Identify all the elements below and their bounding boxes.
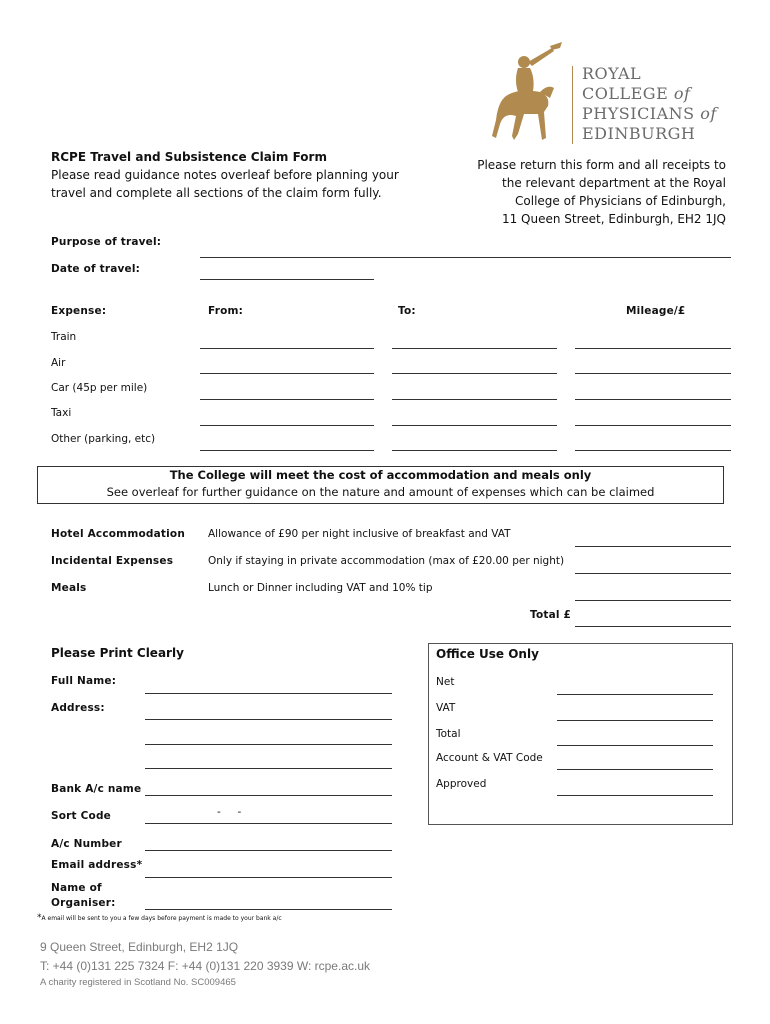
- footer-contact: T: +44 (0)131 225 7324 F: +44 (0)131 220 3939 W: rcpe.ac.uk: [40, 959, 370, 973]
- incidental-amount-field[interactable]: [575, 573, 731, 574]
- organiser-field[interactable]: [145, 909, 392, 910]
- office-total-field[interactable]: [557, 745, 713, 746]
- address-label: Address:: [51, 702, 105, 714]
- taxi-from-field[interactable]: [200, 425, 374, 426]
- hotel-description: Allowance of £90 per night inclusive of breakfast and VAT: [208, 528, 511, 540]
- expense-row-car: Car (45p per mile): [51, 382, 148, 394]
- sort-code-label: Sort Code: [51, 810, 111, 822]
- office-account-field[interactable]: [557, 769, 713, 770]
- meals-label: Meals: [51, 582, 87, 594]
- date-label: Date of travel:: [51, 263, 141, 275]
- hotel-label: Hotel Accommodation: [51, 528, 185, 540]
- expense-col-header: Expense:: [51, 305, 107, 317]
- office-vat-label: VAT: [436, 702, 456, 714]
- purpose-label: Purpose of travel:: [51, 236, 162, 248]
- hotel-amount-field[interactable]: [575, 546, 731, 547]
- email-footnote: *A email will be sent to you a few days before payment is made to your bank a/c: [37, 913, 282, 923]
- logo-line-3: PHYSICIANS of: [582, 104, 717, 123]
- account-number-label: A/c Number: [51, 838, 122, 850]
- expense-row-air: Air: [51, 357, 66, 369]
- logo-line-2: COLLEGE of: [582, 84, 691, 103]
- incidental-description: Only if staying in private accommodation (max of £20.00 per night): [208, 555, 565, 567]
- intro-text: Please read guidance notes overleaf before planning your travel and complete all sections of the claim form fully.: [51, 168, 399, 200]
- office-use-box: [428, 643, 733, 825]
- notice-line-2: See overleaf for further guidance on the nature and amount of expenses which can be claimed: [106, 485, 655, 499]
- return-instructions: Please return this form and all receipts to the relevant department at the Royal College of Physicians of Edinburgh, 11 Queen Street, Edinburgh, EH2 1JQ: [477, 158, 726, 226]
- full-name-field[interactable]: [145, 693, 392, 694]
- sort-code-field[interactable]: [145, 823, 392, 824]
- expense-row-train: Train: [51, 331, 77, 343]
- organiser-label: Name of Organiser:: [51, 882, 116, 909]
- office-vat-field[interactable]: [557, 720, 713, 721]
- address-field-1[interactable]: [145, 719, 392, 720]
- form-title: RCPE Travel and Subsistence Claim Form: [51, 150, 327, 164]
- meals-amount-field[interactable]: [575, 600, 731, 601]
- other-to-field[interactable]: [392, 450, 557, 451]
- taxi-mileage-field[interactable]: [575, 425, 731, 426]
- office-net-field[interactable]: [557, 694, 713, 695]
- logo-line-1: ROYAL: [582, 64, 642, 83]
- train-to-field[interactable]: [392, 348, 557, 349]
- from-col-header: From:: [208, 305, 244, 317]
- purpose-field[interactable]: [200, 257, 731, 258]
- logo-wordmark: [582, 64, 732, 144]
- office-total-label: Total: [436, 728, 461, 740]
- bank-name-label: Bank A/c name: [51, 783, 142, 795]
- car-to-field[interactable]: [392, 399, 557, 400]
- other-mileage-field[interactable]: [575, 450, 731, 451]
- account-number-field[interactable]: [145, 850, 392, 851]
- office-approved-label: Approved: [436, 778, 487, 790]
- other-from-field[interactable]: [200, 450, 374, 451]
- to-col-header: To:: [398, 305, 416, 317]
- incidental-label: Incidental Expenses: [51, 555, 174, 567]
- footer-address: 9 Queen Street, Edinburgh, EH2 1JQ: [40, 940, 239, 954]
- train-from-field[interactable]: [200, 348, 374, 349]
- train-mileage-field[interactable]: [575, 348, 731, 349]
- footer-charity: A charity registered in Scotland No. SC009465: [40, 977, 236, 988]
- sort-code-dashes: - -: [217, 806, 242, 818]
- office-approved-field[interactable]: [557, 795, 713, 796]
- date-field[interactable]: [200, 279, 374, 280]
- expense-row-taxi: Taxi: [51, 407, 72, 419]
- bank-name-field[interactable]: [145, 795, 392, 796]
- air-from-field[interactable]: [200, 373, 374, 374]
- taxi-to-field[interactable]: [392, 425, 557, 426]
- car-from-field[interactable]: [200, 399, 374, 400]
- car-mileage-field[interactable]: [575, 399, 731, 400]
- meals-description: Lunch or Dinner including VAT and 10% tip: [208, 582, 433, 594]
- trumpeter-emblem-icon: [488, 40, 568, 148]
- air-mileage-field[interactable]: [575, 373, 731, 374]
- address-field-2[interactable]: [145, 744, 392, 745]
- total-amount-field[interactable]: [575, 626, 731, 627]
- email-label: Email address*: [51, 859, 143, 871]
- air-to-field[interactable]: [392, 373, 557, 374]
- email-field[interactable]: [145, 877, 392, 878]
- college-logo: [488, 40, 738, 150]
- logo-divider: [572, 66, 573, 144]
- total-label: Total £: [530, 609, 572, 621]
- expense-row-other: Other (parking, etc): [51, 433, 156, 445]
- mileage-col-header: Mileage/£: [626, 305, 686, 317]
- notice-line-1: The College will meet the cost of accommodation and meals only: [169, 468, 592, 482]
- print-clearly-heading: Please Print Clearly: [51, 646, 184, 660]
- office-use-heading: Office Use Only: [436, 647, 539, 661]
- address-field-3[interactable]: [145, 768, 392, 769]
- office-account-label: Account & VAT Code: [436, 752, 543, 764]
- full-name-label: Full Name:: [51, 675, 117, 687]
- office-net-label: Net: [436, 676, 455, 688]
- notice-box: [37, 466, 724, 504]
- logo-line-4: EDINBURGH: [582, 124, 696, 143]
